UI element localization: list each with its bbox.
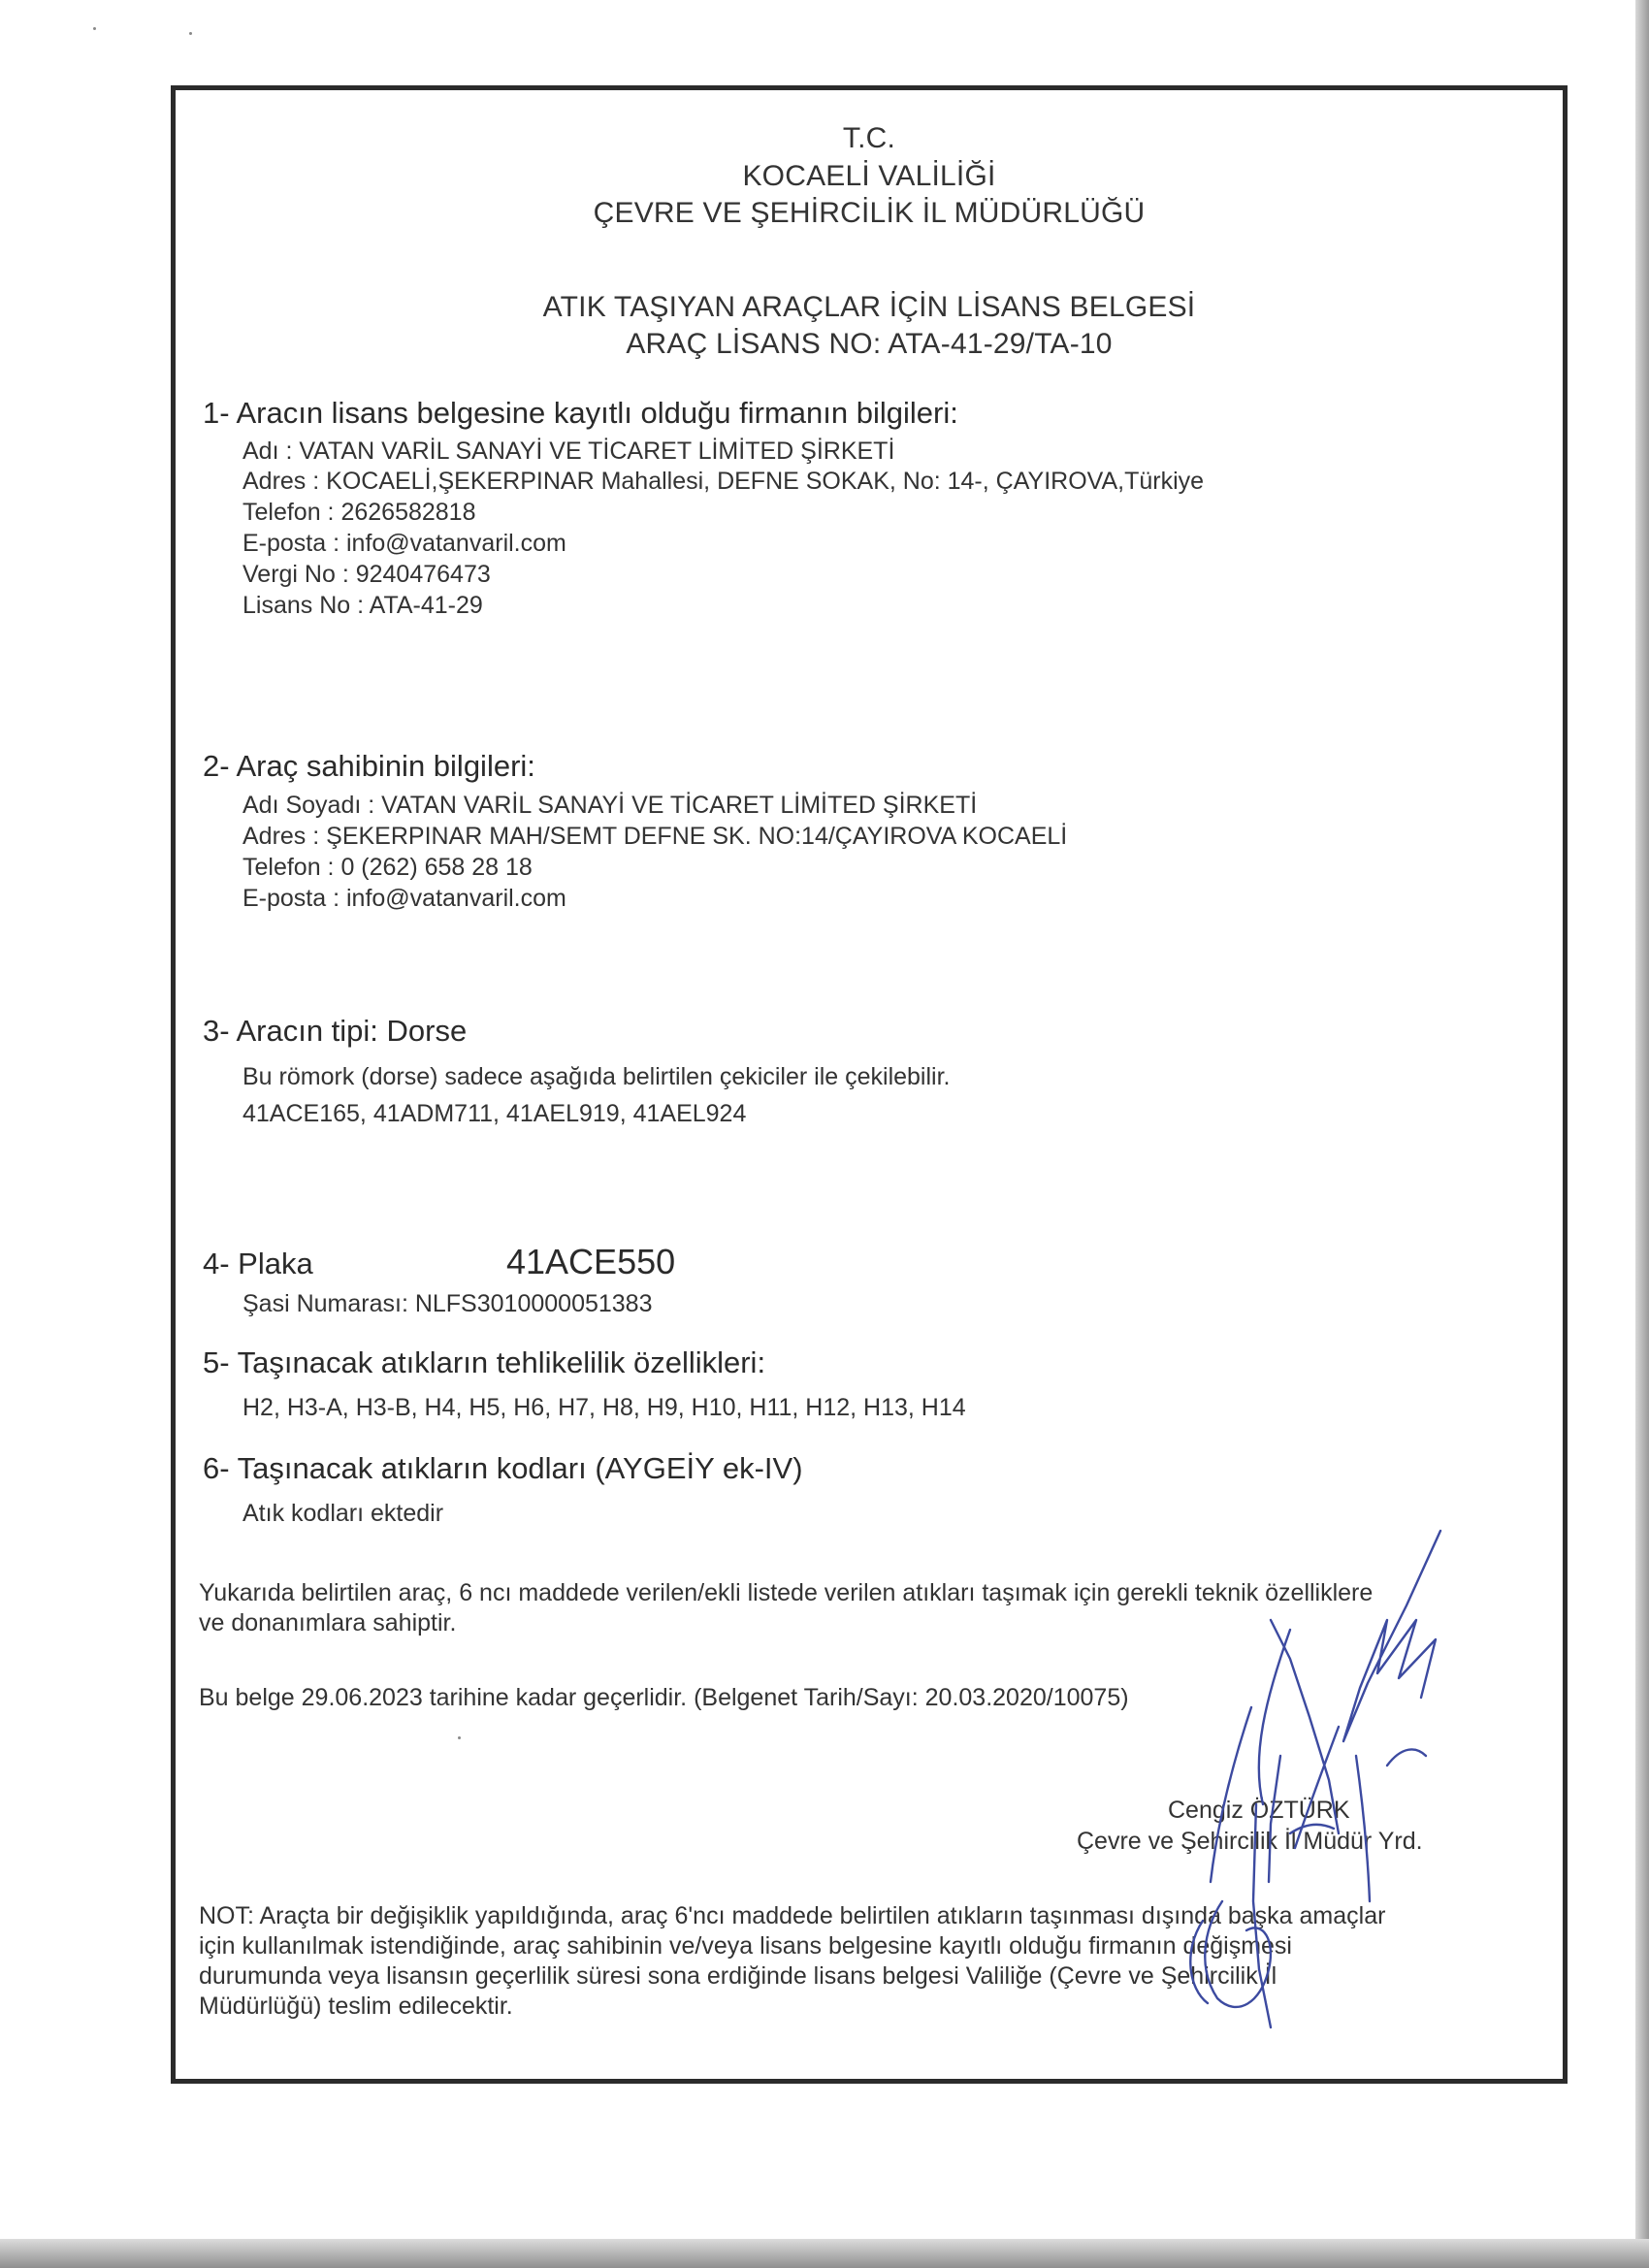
section-3-line: Bu römork (dorse) sadece aşağıda belirtilen çekiciler ile çekilebilir. (242, 1063, 951, 1090)
section-2-line: Adı Soyadı : VATAN VARİL SANAYİ VE TİCARET LİMİTED ŞİRKETİ (242, 792, 978, 819)
section-5-heading: 5- Taşınacak atıkların tehlikelilik özellikleri: (203, 1345, 766, 1379)
section-2-line: E-posta : info@vatanvaril.com (242, 885, 566, 912)
waste-codes-note: Atık kodları ektedir (242, 1500, 444, 1527)
note-line: NOT: Araçta bir değişiklik yapıldığında, araç 6'ncı maddede belirtilen atıkların taşınması dışında başka amaçlar (199, 1902, 1386, 1929)
statement-line-1: Yukarıda belirtilen araç, 6 ncı maddede verilen/ekli listede verilen atıkları taşımak için gerekli teknik özelliklere (199, 1579, 1374, 1606)
plate-number: 41ACE550 (506, 1242, 676, 1281)
section-1-line: E-posta : info@vatanvaril.com (242, 530, 566, 557)
header-line-1: T.C. (842, 122, 896, 154)
section-1-line: Lisans No : ATA-41-29 (242, 592, 483, 619)
validity-statement: Bu belge 29.06.2023 tarihine kadar geçerlidir. (Belgenet Tarih/Sayı: 20.03.2020/10075) (199, 1684, 1129, 1711)
note-line: için kullanılmak istendiğinde, araç sahibinin ve/veya lisans belgesine kayıtlı olduğu firmanın değişmesi (199, 1932, 1292, 1960)
hazard-properties: H2, H3-A, H3-B, H4, H5, H6, H7, H8, H9, H10, H11, H12, H13, H14 (242, 1394, 966, 1421)
scan-speck (189, 32, 192, 35)
section-1-line: Telefon : 2626582818 (242, 499, 476, 526)
statement-line-2: ve donanımlara sahiptir. (199, 1609, 457, 1636)
signatory-title: Çevre ve Şehircilik İl Müdür Yrd. (1077, 1828, 1423, 1855)
document-title: ATIK TAŞIYAN ARAÇLAR İÇİN LİSANS BELGESİ (542, 291, 1196, 323)
scan-speck (93, 27, 96, 30)
note-line: durumunda veya lisansın geçerlilik süresi sona erdiğinde lisans belgesi Valiliğe (Çevre ve Şehircilik İl (199, 1962, 1277, 1990)
header-line-3: ÇEVRE VE ŞEHİRCİLİK İL MÜDÜRLÜĞÜ (593, 197, 1146, 229)
signatory-name: Cengiz ÖZTÜRK (1168, 1797, 1350, 1824)
section-2-heading: 2- Araç sahibinin bilgileri: (203, 749, 535, 783)
chassis-number: Şasi Numarası: NLFS3010000051383 (242, 1290, 653, 1317)
section-2-line: Telefon : 0 (262) 658 28 18 (242, 854, 533, 881)
section-1-line: Adres : KOCAELİ,ŞEKERPINAR Mahallesi, DEFNE SOKAK, No: 14-, ÇAYIROVA,Türkiye (242, 468, 1205, 495)
section-1-line: Vergi No : 9240476473 (242, 561, 491, 588)
scan-edge-right (1635, 0, 1649, 2268)
header-line-2: KOCAELİ VALİLİĞİ (742, 160, 996, 192)
section-1-line: Adı : VATAN VARİL SANAYİ VE TİCARET LİMİTED ŞİRKETİ (242, 437, 895, 465)
section-3-towing-plates: 41ACE165, 41ADM711, 41AEL919, 41AEL924 (242, 1100, 747, 1127)
section-3-heading: 3- Aracın tipi: Dorse (203, 1014, 468, 1048)
section-4-heading: 4- Plaka (203, 1247, 313, 1280)
license-number-title: ARAÇ LİSANS NO: ATA-41-29/TA-10 (626, 328, 1113, 360)
section-6-heading: 6- Taşınacak atıkların kodları (AYGEİY ek-IV) (203, 1451, 803, 1485)
note-line: Müdürlüğü) teslim edilecektir. (199, 1993, 513, 2020)
section-2-line: Adres : ŞEKERPINAR MAH/SEMT DEFNE SK. NO:14/ÇAYIROVA KOCAELİ (242, 823, 1068, 850)
handwritten-signature (1145, 1513, 1513, 2057)
scan-edge-bottom (0, 2239, 1649, 2268)
section-1-heading: 1- Aracın lisans belgesine kayıtlı olduğu firmanın bilgileri: (203, 396, 958, 430)
